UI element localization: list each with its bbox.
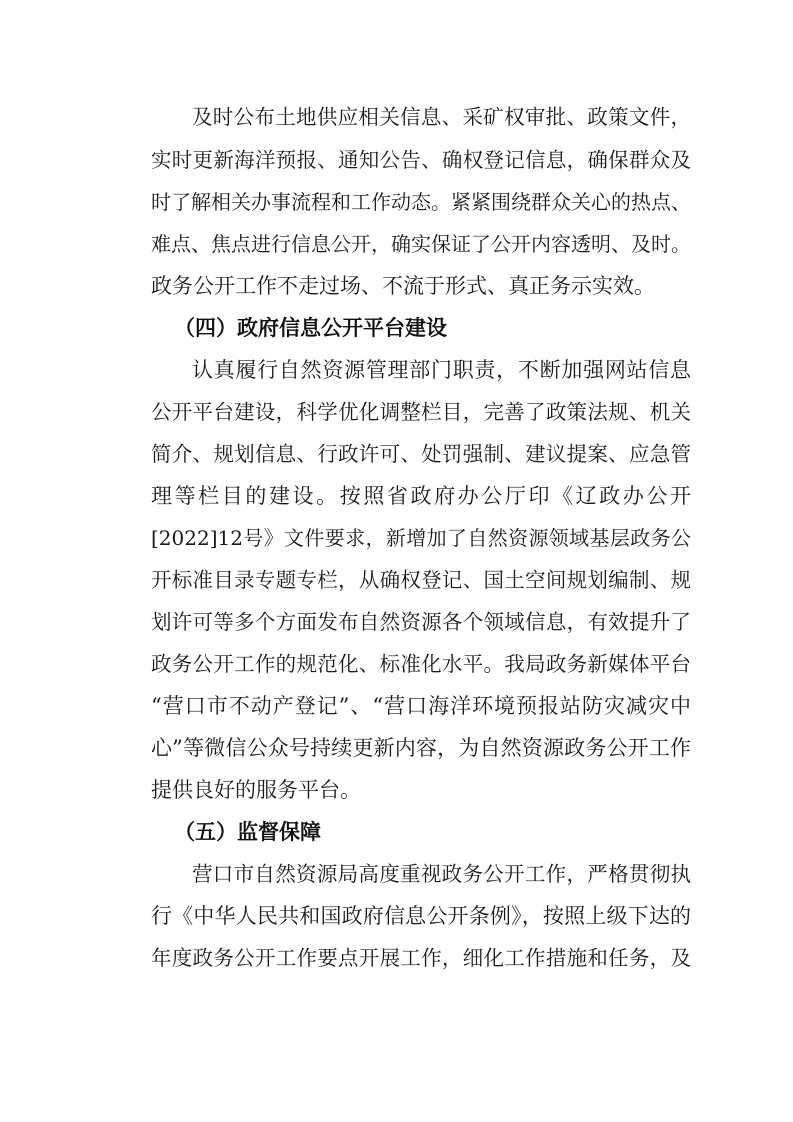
paragraph-line: 开标准目录专题专栏，从确权登记、国土空间规划编制、规 — [151, 568, 691, 592]
paragraph-line: 公开平台建设，科学优化调整栏目，完善了政策法规、机关 — [151, 400, 691, 424]
paragraph-line: 理等栏目的建设。按照省政府办公厅印《辽政办公开 — [151, 484, 691, 508]
paragraph-line: 营口市自然资源局高度重视政务公开工作，严格贯彻执 — [192, 862, 691, 886]
paragraph-line: [2022]12号》文件要求，新增加了自然资源领域基层政务公 — [151, 526, 691, 550]
paragraph-line: 年度政务公开工作要点开展工作，细化工作措施和任务，及 — [151, 946, 691, 970]
paragraph-line: 行《中华人民共和国政府信息公开条例》，按照上级下达的 — [151, 904, 691, 928]
paragraph-line: 政务公开工作的规范化、标准化水平。我局政务新媒体平台 — [151, 652, 691, 676]
paragraph-line: 难点、焦点进行信息公开，确实保证了公开内容透明、及时。 — [151, 232, 691, 256]
paragraph-line: “营口市不动产登记”、“营口海洋环境预报站防灾减灾中 — [151, 694, 691, 718]
paragraph-line: 提供良好的服务平台。 — [151, 778, 361, 802]
section-heading: （四）政府信息公开平台建设 — [174, 316, 447, 340]
paragraph-line: 心”等微信公众号持续更新内容，为自然资源政务公开工作 — [151, 736, 691, 760]
paragraph-line: 时了解相关办事流程和工作动态。紧紧围绕群众关心的热点、 — [151, 190, 691, 214]
section-heading: （五）监督保障 — [174, 820, 321, 844]
paragraph-line: 实时更新海洋预报、通知公告、确权登记信息，确保群众及 — [151, 148, 691, 172]
paragraph-line: 政务公开工作不走过场、不流于形式、真正务示实效。 — [151, 274, 655, 298]
paragraph-line: 划许可等多个方面发布自然资源各个领域信息，有效提升了 — [151, 610, 691, 634]
paragraph-line: 简介、规划信息、行政许可、处罚强制、建议提案、应急管 — [151, 442, 691, 466]
paragraph-line: 认真履行自然资源管理部门职责，不断加强网站信息 — [192, 358, 691, 382]
paragraph-line: 及时公布土地供应相关信息、采矿权审批、政策文件， — [192, 105, 691, 129]
